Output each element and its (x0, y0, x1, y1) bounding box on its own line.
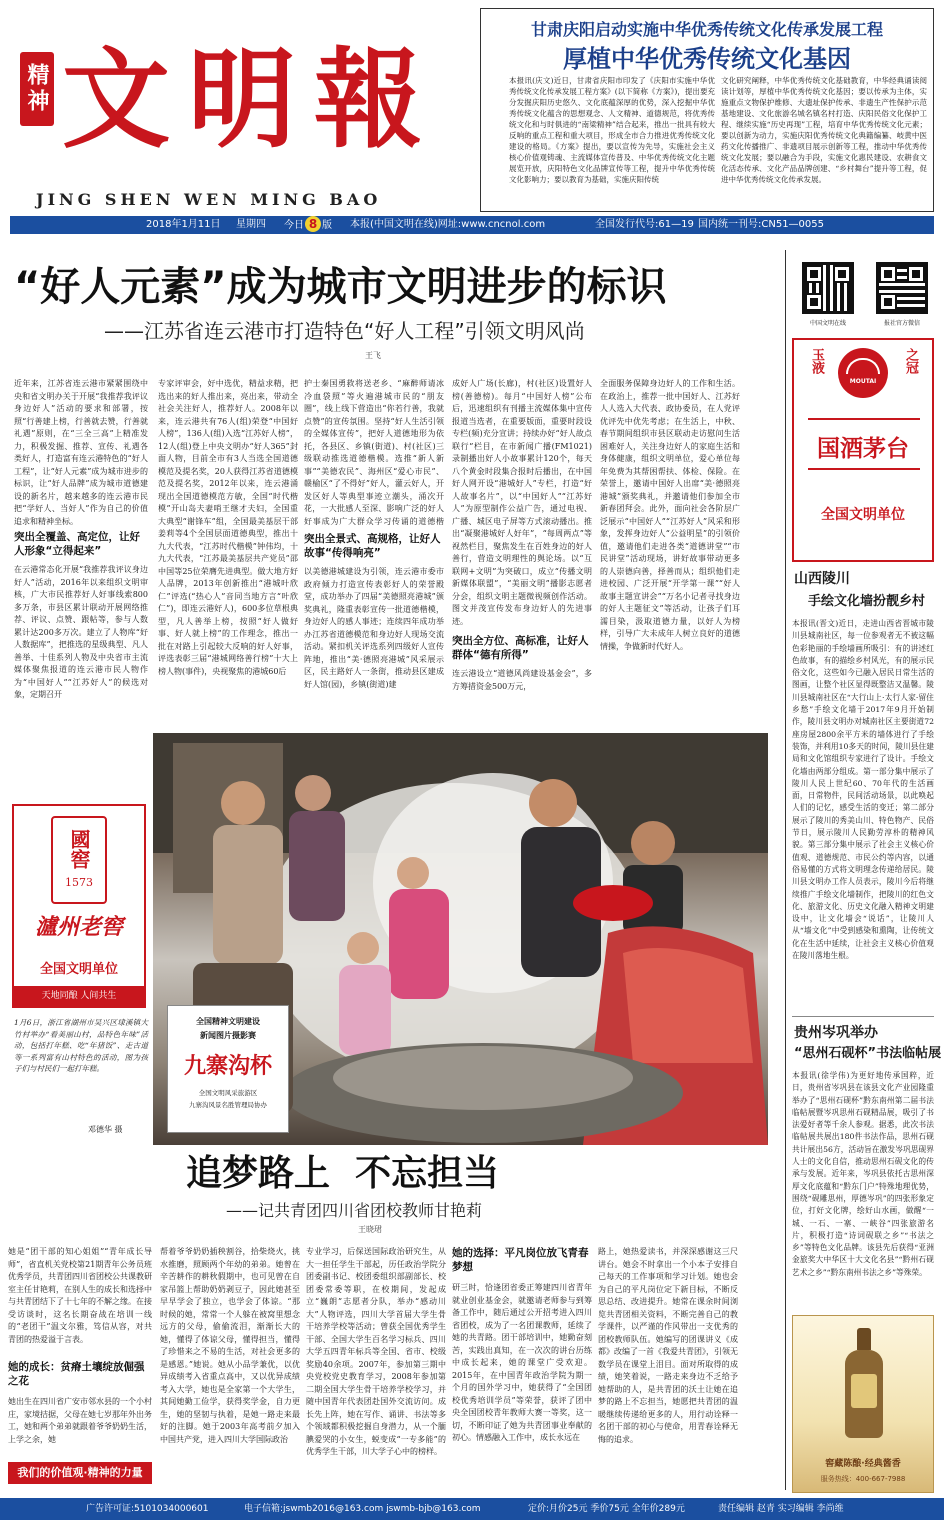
story2-subheadline: ——记共青团四川省团校教师甘艳莉 (226, 1201, 483, 1220)
footer-email[interactable]: 电子信箱:jswmb2016@163.com jswmb-bjb@163.com (244, 1504, 481, 1514)
website-link[interactable]: 本报(中国文明在线)网址:www.cncnol.com (350, 219, 546, 230)
values-banner: 我们的价值观·精神的力量 (8, 1462, 152, 1484)
main-col1-para-a: 近年来，江苏省连云港市紧紧围绕中央和省文明办关于开展“我推荐我评议身边好人”活动的要求和部署，按照“行善建上榜，行善就去赞，行善就礼遇”原则，在“三全三高”上精准发力，积极发掘、推荐、宣传、礼遇各类好人，打造富有连云港特色的“好人工程”，让“好人元素”成为城市进步的标识，让“好人品牌”成为城市道德建设的新名片，越来越多的连云港市民把“学好人、当好人”作为自己的价值追求和精神坐标。 (14, 379, 148, 526)
masthead-date-bar (10, 216, 934, 234)
side-story2-title: “思州石砚杯”书法临帖展 (794, 1046, 942, 1061)
story2-headline: 追梦路上 不忘担当 (186, 1153, 500, 1194)
ad-liquor-bottle (841, 1328, 887, 1438)
photo-card-line3: 全国文明风采旅游区 (198, 1089, 258, 1097)
footer-bar (0, 1498, 944, 1520)
ad-moutai-logo (838, 348, 888, 398)
ad-moutai-award: 全国文明单位 (821, 507, 905, 523)
main-story-subheadline: ——江苏省连云港市打造特色“好人工程”引领文明风尚 (104, 319, 585, 343)
photo-contest-card (167, 1005, 289, 1133)
issue-code: 全国发行代号:61—19 (595, 219, 694, 230)
ad-moutai-logo-arc (846, 358, 880, 374)
ad-guojiao-brand: 瀘州老窖 (34, 914, 123, 940)
photo-credit: 邓德华 摄 (88, 1125, 123, 1134)
main-col4-para-a: 成好人广场(长廊)，村(社区)设置好人榜(善德榜)。每月“中国好人榜”公布后，迅速组织有刊播主流媒体集中宣传报道当选者，在重要版面，重要时段设专栏(频)充分宣讲；持续办好“好人故点联行”栏目，在市新闻广播(FM1021)录制播出好人小故事累计120个，每天八个黄金时段集合报时后播出，在中国好人网开设“港城好人”专栏，打造“好人故事名片”，以“中国好人”“江苏好人”为原型制作公益广告，通过电视、广播、城区电子屏等方式滚动播出。推出“凝聚港城好人好年”，“每周两点”等视然栏目，聚焦发生在百姓身边的好人善行，营造文明理性的舆论场。以“互联网+文明”为突破口，成立“传播文明新媒体联盟”，“美丽文明”播影志愿者分会，组织文明主题微视频创作活动。图文并茂宣传发布身边好人的先进事迹。 (452, 379, 592, 626)
story2-col3: 专业学习，后保送国际政治研究生，从大一担任学生干部起，历任政治学院分团委副书记、校团委组织部副部长、校团委常委等职，在校期间，发起成立“巍朗”志愿者分队，举办“感动川大”人物评选，四川大学首届大学生骨干培养学校等活动；曾获全国优秀学生干部、全国大学生百名学习标兵、四川大学五四青年标兵等全国、省市、校级奖励40余项。2007年，参加第三期中央党校党史教育学习，2008年参加第二期全国大学生骨干培养学校学习，并随中国青年代表团赴国外交流访问。成长先上阵，她在写作、诵讲、书法等多个领域都积极挖掘自身潜力，从一个腼腆爱哭的小女生，蜕变成“一专多能”的优秀学生干部，川大学子心中的榜样。 (306, 1247, 446, 1456)
ad-moutai-divider (808, 418, 920, 420)
top-story-headline: 厚植中华优秀传统文化基因 (563, 45, 851, 73)
top-story (480, 8, 934, 212)
ad-guojiao-slogan: 天地同酿 人间共生 (14, 986, 144, 1006)
main-story-col2: 专家评审会，好中选优，精益求精，把选出来的好人推出来，亮出来，带动全社会关注好人，推荐好人。2008年以来，连云港共有76人(组)荣登“中国好人榜”，136人(组)入选“江苏好人榜”，12人(组)登上中央文明办“好人365”封面人物，目前全市有3人当选全国道德模范及提名奖，20人获得江苏省道德模范及提名奖，2012年以来，连云港涌现出全国道德模范方敏，全国“时代楷模”开山岛夫妻哨王继才夫妇，全国重大典型“谢锋车”组，全国最美基层干部姜莉等4个全国层面道德典型，推出十九大代表，“江苏时代楷模”钟伟均，十九大代表，“江苏最美基层共产党员”邵中国等25位荣膺先进典型。做大地方好人品牌，2013年创新推出“港城叶欣仁”评选(“热心人”音同当地方言“叶欣仁”)，即连云港好人)，600多位草根典型，凡人善举上榜，按照“好人做好事、好人就上榜”的工作理念，推出一批在对路上引起较大反响的好人好事，评选表彰三届“港城网络善行榜”十大上榜人物(事件)，央视聚焦的港城60后 (158, 379, 298, 676)
main-col4-para-b: 连云港设立“道德风尚建设基金会”，多方筹措资金500万元， (452, 669, 592, 691)
pages-label (284, 216, 332, 235)
main-story-byline: 王飞 (365, 351, 381, 360)
side-story1-title: 手绘文化墙扮靓乡村 (808, 594, 926, 609)
cn-code: 国内统一刊号:CN51—0055 (698, 219, 825, 230)
main-col3-para-b: 以美德港城建设为引领，连云港市委市政府倾力打造宣传表彰好人的荣誉殿堂，成功举办了四届“美德照亮港城”颁奖典礼，隆重表彰宣传一批道德楷模，身边好人的感人事迹；连续四年成功举办江苏省道德模范和身边好人现场交流活动。紧扣机关评选系列四级好人宣传阵地，推出“美·德照亮港城”风采展示区，民主路好人一条街，推动县区建成好人馆(园)，乡镇(街道)建 (304, 567, 444, 689)
ad-liquor (792, 1315, 934, 1493)
issue-weekday: 星期四 (236, 219, 266, 230)
story2-col2: 帮着爷爷奶奶插秧割谷，拾柴烧火，挑水推磨，照顾两个年幼的弟弟。她曾在辛苦耕作的耕秋假期中，也可见曾在自家吊篮上帮助奶奶剥豆子，因此她甚至早早学会了独立，也学会了体谅。“那时候的她，常常一个人躲在被窝里想念远方的父母，偷偷流泪，渐渐长大的她，懂得了体谅父母，懂得担当，懂得了珍惜来之不易的生活，对社会更多的是感恩。”她说。她从小品学兼优，以优异成绩考入省重点高中，又以优异成绩考入大学，她也是全家第一个大学生，其间她勤工俭学，获得奖学金，自力更生，她的坚韧与执着，是她一路走来最好的注脚。她于2003年高考前夕加入中国共产党，进入四川大学国际政治 (160, 1247, 300, 1444)
main-story-headline: “好人元素”成为城市文明进步的标识 (14, 264, 667, 310)
story2-byline: 王晓珺 (358, 1225, 382, 1234)
main-col1-subhead: 突出全覆盖、高定位，让好人形象“立得起来” (14, 531, 140, 557)
ad-moutai-brand: 国酒茅台 (817, 436, 909, 462)
story2-col1-para-a: 她是“团干部的知心姐姐”“青年成长导师”，省直机关党校第21期青年公务员班优秀学员，共青团四川省团校公共课教研室主任甘艳莉，在别人生的成长和选择中与共青团结下了十七年的不解之缘。在接受访谈时，这名长期奋战在培训一线的“老团干”温文尔雅，笃信从容，对共青团的热爱溢于言表。 (8, 1247, 152, 1344)
story2-col4 (452, 1246, 592, 1486)
story2-col1-para-b: 她出生在四川省广安市邻水县的一个小村庄，家境拮据，父母在她七岁那年外出务工，她和两个弟弟就跟着爷爷奶奶生活，上学之余，她 (8, 1397, 152, 1444)
main-story-col3 (304, 378, 444, 728)
ad-liquor-line2: 服务热线：400-667-7988 (820, 1475, 906, 1483)
story2-col4-subhead: 她的选择：平凡岗位放飞青春梦想 (452, 1247, 589, 1273)
side-story1-text: 本报讯(晋文)近日，走进山西省晋城市陵川县城南社区，每一位参观者无不被这幅色彩艳丽的手绘墙画所吸引：有的讲述红色故事，有的描绘乡村风光，有的展示民俗文化，这些如今已融入居民日常生活的图画，让整个社区显得既整洁又温馨。陵川县城南社区在“大行山上·太行人家·留住乡愁”手绘文化墙于2017年9月开始制作，陵川县文明办对城南社区主要街道72座房屋2800余平方米的墙体进行了手绘装饰，并利用10多天的时间，陵川县住建局和文化馆组织专家进行了设计。手绘文化墙由两部分组成。第一部分集中展示了陵川人民上世纪60、70年代的生活画面，日常物件，民间活动场景，以此唤起人们的记忆，感受生活的变迁；第二部分展示了陵川的秀美山川、特色物产、民俗节日，展示陵川人民勤劳淳朴的精神风貌。第三部分集中展示了社会主义核心价值观、道德规范、市民公约等内容，以通俗易懂的方式将文明理念传递给居民。陵川县文明办工作人员表示，陵川今后将继续推广手绘文化墙制作，把陵川的红色文化、旅游文化、历史文化融入精神文明建设中，让文化墙会“说话”，让陵川人从“墙文化”中受到感染和熏陶，让传统文化在生活中延续，让社会主义核心价值观在陵川落地生根。 (792, 619, 934, 961)
qr-code-wechat[interactable] (876, 262, 928, 314)
story2-col1 (8, 1246, 152, 1458)
masthead-seal: 精神 (20, 52, 54, 126)
footer-editors: 责任编辑 赵青 实习编辑 李尚维 (718, 1504, 844, 1514)
ad-moutai-right-word: 之冠 (903, 348, 918, 374)
ad-moutai-divider-2 (808, 468, 920, 470)
side-divider (792, 1016, 934, 1017)
ad-moutai-brand-en: MOUTAI (849, 378, 877, 385)
ad-guojiao (12, 804, 146, 1008)
photo-caption: 1月6日，浙江省湖州市吴兴区埭溪镇大竹村举办“看美丽山村，品特色年味”活动，包括打年糕、吃“年猪饭”、走古道等一系列富有山村特色的活动，图为孩子们与村民们一起打年糕。 (14, 1018, 148, 1073)
side-story1-kicker: 山西陵川 (794, 571, 850, 587)
issue-date: 2018年1月11日 (146, 219, 221, 230)
footer-license: 广告许可证:5101034000601 (86, 1504, 209, 1514)
qr-label-cncnol: 中国文明在线 (809, 320, 846, 327)
photo-card-line2: 新闻图片摄影赛 (200, 1031, 256, 1040)
right-column-divider (785, 250, 786, 1490)
side-story2-kicker: 贵州岑巩举办 (794, 1025, 878, 1041)
qr-label-wechat: 报社官方微信 (883, 320, 920, 327)
photo-card-line1: 全国精神文明建设 (196, 1017, 260, 1026)
main-col3-subhead: 突出全景式、高规格，让好人故事“传得响亮” (304, 533, 441, 559)
qr-code-cncnol[interactable] (802, 262, 854, 314)
ad-moutai (792, 338, 934, 562)
story2-col5: 路上，她热爱读书，并深深感谢这三尺讲台。她会不时拿出一个小本子安排自己每天的工作事项和学习计划。她也会为自己的平凡岗位定下新目标，不断反思总结、改进提升。她常在课余时间浏览共青团相关资料，不断完善自己的教学课件，以严谨的作风带出一支优秀的团校教师队伍。她编写的团课讲义《成都》改编了一首《我爱共青团》，引领无数学员在课堂上泪目。面对所取得的成绩，她笑着说，一路走来身边不乏给予她帮助的人，是共青团的沃土让她在追梦的路上不忘担当，她愿把共青团的温暖继续传递给更多的人，用行动诠释一名团干部的初心与使命，用青春诠释无悔的追求。 (598, 1247, 738, 1444)
footer-price: 定价:月价25元 季价75元 全年价289元 (528, 1504, 685, 1514)
main-story-col5: 全面服务保障身边好人的工作和生活。在政治上，推荐一批中国好人、江苏好人人选入大代表、政协委员，在人党评优评先中优先考虑；在生活上，中秋、春节期间组织市县区联动走访慰问生活困难好人，关注身边好人的家庭生活和身体健康，组织文明单位，爱心单位每年免费为其帮困帮扶、体检、保险。在荣誉上，邀请中国好人出席“美·德照亮港城”颁奖典礼，并邀请他们参加全市新春团拜会。此外，面向社会各阶层广泛展示“中国好人”“江苏好人”风采和形象，发挥身边好人“公益明星”的引领价值，邀请他们走进各类“道德讲堂”“市民讲堂”活动现场，讲好故事带动更多的人崇德向善，择善而从；组织他们走进校园、广泛开展“开学第一课”“好人故事主题宣讲会”“万名小记者寻找身边的好人主题征文”等活动，让孩子们耳濡目染，汲取道德力量，以好人为榜样，引导广大未成年人树立良好的道德情操，争做新时代好人。 (600, 379, 740, 651)
top-story-col2: 文化研究阐释，中华优秀传统文化基础教育，中华经典诵读阅读计划等，厚植中华优秀传统文化基因；要以传承为主体，实施重点文物保护维修、大遗址保护传承、非遗生产性保护示范基地建设、文化旅游名城名镇名村打造、庆阳民俗文化保护工程、继续实施“历史再现”工程，培育中华优秀传统文化元素；要以创新为动力，实施庆阳优秀传统文化典籍编纂、岐黄中医药文化传播推广、非遗项目展示创新等工程，推动中华优秀传统文化发展；要以融合为手段，实施文化惠民建设、农耕食文化活态传承、文化产品品牌创建、“乡村舞台”提升等工程，促进中华优秀传统文化传承发展。 (721, 76, 927, 184)
masthead-title: 文明報 (62, 37, 441, 163)
main-col1-para-b: 在云港常态化开展“我推荐我评议身边好人”活动，2016年以来组织文明审核，广大市民推荐好人好事线索800多万条，市县区累计联动开展网络推荐、评议、点赞、跟帖等，参与人数累计达200多万次。建立了人物库“好人数据库”，把推选的星级典型、凡人善举、十佳系列人物及中央省市主流媒体聚焦报道的连云港市民人物作为“中国好人”“江苏好人”的候选对象，定期召开 (14, 565, 148, 699)
side-story2-text: 本报讯(徐学伟)为更好地传承国粹，近日，贵州省岑巩县在该县文化产业园隆重举办了“思州石砚杯”黔东南州第二届书法临帖展暨岑巩思州石砚精品展，吸引了书法爱好者等千余人参观。据悉，此次书法临帖展共展出180件书法作品，思州石砚共计展出56方，活动旨在激发岑巩思砚界人士的文化自信，推动思州石砚文化的传承与发展。近年来，岑巩县依托古思州深厚文化底蕴和“黔东门户”特殊地理优势，围绕“砚雕思州，厚德岑巩”的四张形象定位，打好文化牌，绘好山水画，做醒“一城、一石、一寨、一峡谷”四张旅游名片，积极打造“诗词砚联之乡”“书法之乡”等特色文化品牌。该县先后获得“亚洲金旅奖大中华区十大文化名县”“黔州石砚艺术之乡”“黔东南州书法之乡”等殊荣。 (792, 1071, 934, 1277)
top-story-col1: 本报讯(庆文)近日，甘肃省庆阳市印发了《庆阳市实施中华优秀传统文化传承发展工程方案》(以下简称《方案》)，提出要充分发掘庆阳历史悠久、文化底蕴深厚的优势，深入挖掘中华优秀传统文化蕴含的思想观念、人文精神、道德规范，将优秀传统文化和与时俱进的“南梁精神”结合起来，推出一批具有较大反响的重点工程和重大项目，形成全市合力推进优秀传统文化建设的格局。《方案》提出，要以宣传为先导，实施社会主义核心价值观铸魂、主流媒体宣传普及、中华优秀传统文化主题展览开放，庆阳特色文化品牌宣传等工程，提升中华优秀传统文化影响力；要以教育为基础，实施庆阳传统 (509, 76, 715, 184)
ad-moutai-left-word: 玉液 (809, 348, 824, 374)
photo-card-title: 九寨沟杯 (183, 1053, 272, 1079)
pages-prefix: 今日 (284, 220, 304, 231)
top-story-kicker: 甘肃庆阳启动实施中华优秀传统文化传承发展工程 (530, 20, 883, 39)
masthead-pinyin: JING SHEN WEN MING BAO (36, 190, 382, 209)
main-story-col4 (452, 378, 592, 728)
pages-number: 8 (305, 216, 321, 232)
story2-col4-para: 研三时，恰逢团省委正筹建四川省青年就业创业基金会，就邀请老师参与到筹备工作中，随后通过公开招考进入四川省团校，成为了一名团课教师，延续了她的共青路。团干部培训中，她勤奋刻苦，实践出真知，在一次次的讲台历练中成长起来，她的课堂广受欢迎。2015年，在中国青年政治学院为期一个月的国外学习中，她获得了“全国团校优秀培训学员”等荣誉，获评了团中央全国团校青年教师大赛一等奖，这一切，不断印证了她为共青团事业奉献的初心。情感融入工作中，成长永远在 (452, 1283, 592, 1442)
ad-liquor-line1: 窖藏陈酿·经典酱香 (825, 1459, 901, 1469)
story2-col1-subhead: 她的成长：贫瘠土壤绽放倔强之花 (8, 1361, 145, 1387)
ad-guojiao-award: 全国文明单位 (39, 962, 118, 977)
ad-guojiao-year: 1573 (65, 876, 93, 889)
pages-suffix: 版 (322, 220, 332, 231)
ad-guojiao-emblem (51, 816, 107, 904)
main-col3-para-a: 护士秦国勇救将送老乡、“麻醉师请冰冷血袋照”等火遍港城市民的“朋友圈”，线上线下营造出“你若行善，我就点赞”的宣传氛围。坚持“好人生活引领的全媒体宣传”，把好人道德地形为依托，各县区、乡镇(街道)、村(社区)三级联动推选道德楷模。选推“新人新事”“美德农民”、海州区“爱心市民”、赣榆区“了不得好”好人，灌云好人，开发区好人等典型事迹立潮头，涌次开花，一大批感人至深、影响广泛的好人好事成为广大群众学习传诵的道德楷 (304, 379, 444, 526)
main-story-col1 (14, 378, 148, 728)
news-photo (153, 733, 768, 1145)
photo-card-line4: 九寨沟风景名胜管理局协办 (189, 1101, 267, 1109)
ad-guojiao-title: 國窖 (67, 829, 91, 869)
main-col4-subhead: 突出全方位、高标准，让好人群体“德有所得” (452, 635, 589, 661)
